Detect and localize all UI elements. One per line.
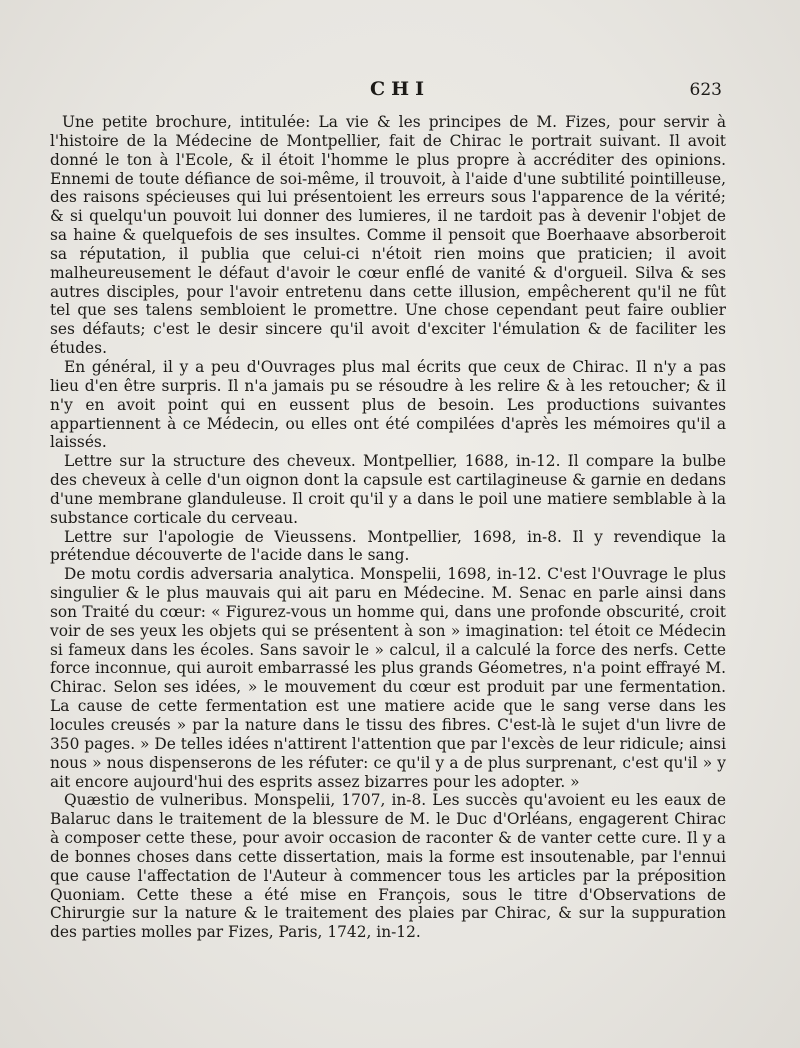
paragraph-4: Lettre sur l'apologie de Vieussens. Montpellier, 1698, in-8. Il y revendique la prétendue découverte de l'acide dans le sang. [50,527,726,565]
paragraph-1: Une petite brochure, intitulée: La vie & les principes de M. Fizes, pour servir à l'histoire de la Médecine de Montpellier, fait de Chirac le portrait suivant. Il avoit donné le ton à l'Ecole, & il étoit l'homme le plus propre à accréditer des opinions. Ennemi de toute défiance de soi-même, il trouvoit, à l'aide d'une subtilité pointilleuse, des raisons spécieuses qui lui présentoient les erreurs sous l'apparence de la vérité; & si quelqu'un pouvoit lui donner des lumieres, il ne tardoit pas à devenir l'objet de sa haine & quelquefois de ses insultes. Comme il pensoit que Boerhaave absorberoit sa réputation, il publia que celui-ci n'étoit rien moins que praticien; il avoit malheureusement le défaut d'avoir le cœur enflé de vanité & d'orgueil. Silva & ses autres disciples, pour l'avoir entretenu dans cette illusion, empêcherent qu'il ne fût tel que ses talens sembloient le promettre. Une chose cependant peut faire oublier ses défauts; c'est le desir sincere qu'il avoit d'exciter l'émulation & de faciliter les études. [50,113,726,358]
page-number: 623 [689,80,722,100]
paragraph-3: Lettre sur la structure des cheveux. Montpellier, 1688, in-12. Il compare la bulbe des cheveux à celle d'un oignon dont la capsule est cartilagineuse & garnie en dedans d'une membrane glanduleuse. Il croit qu'il y a dans le poil une matiere semblable à la substance corticale du cerveau. [50,452,726,527]
paragraph-2: En général, il y a peu d'Ouvrages plus mal écrits que ceux de Chirac. Il n'y a pas lieu d'en être surpris. Il n'a jamais pu se résoudre à les relire & à les retoucher; & il n'y en avoit point qui en eussent plus de besoin. Les productions suivantes appartiennent à ce Médecin, ou elles ont été compilées d'après les mémoires qu'il a laissés. [50,357,726,452]
running-title: CHI [370,78,430,100]
running-header [0,78,800,108]
paragraph-5: De motu cordis adversaria analytica. Monspelii, 1698, in-12. C'est l'Ouvrage le plus singulier & le plus mauvais qui ait paru en Médecine. M. Senac en parle ainsi dans son Traité du cœur: « Figurez-vous un homme qui, dans une profonde obscurité, croit voir de ses yeux les objets qui se présentent à son » imagination: tel étoit ce Médecin si fameux dans les écoles. Sans savoir le » calcul, il a calculé la force des nerfs. Cette force inconnue, qui auroit embarrassé les plus grands Géometres, n'a point effrayé M. Chirac. Selon ses idées, » le mouvement du cœur est produit par une fermentation. La cause de cette fermentation est une matiere acide que le sang verse dans les locules creusés » par la nature dans le tissu des fibres. C'est-là le sujet d'un livre de 350 pages. » De telles idées n'attirent l'attention que par l'excès de leur ridicule; ainsi nous » nous dispenserons de les réfuter: ce qu'il y a de plus surprenant, c'est qu'il » y ait encore aujourd'hui des esprits assez bizarres pour les adopter. » [50,565,726,791]
paragraph-6: Quæstio de vulneribus. Monspelii, 1707, in-8. Les succès qu'avoient eu les eaux de Balaruc dans le traitement de la blessure de M. le Duc d'Orléans, engagerent Chirac à composer cette these, pour avoir occasion de raconter & de vanter cette cure. Il y a de bonnes choses dans cette dissertation, mais la forme est insoutenable, par l'ennui que cause l'affectation de l'Auteur à commencer tous les articles par la préposition Quoniam. Cette these a été mise en François, sous le titre d'Observations de Chirurgie sur la nature & le traitement des plaies par Chirac, & sur la suppuration des parties molles par Fizes, Paris, 1742, in-12. [50,791,726,942]
body-text [50,113,726,942]
